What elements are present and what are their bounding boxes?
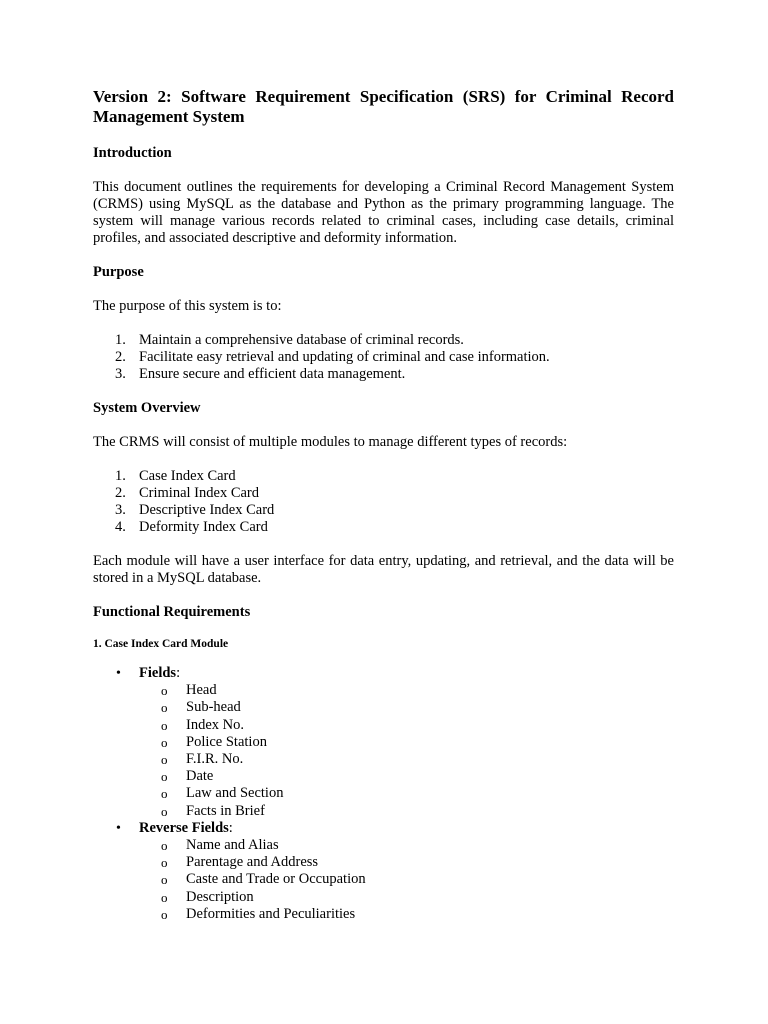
list-number: 2. bbox=[115, 349, 126, 365]
list-item-text: Maintain a comprehensive database of criminal records. bbox=[139, 332, 464, 348]
document-title: Version 2: Software Requirement Specification (SRS) for Criminal Record Management System bbox=[93, 87, 674, 126]
reverse-fields-list bbox=[139, 837, 674, 923]
circle-bullet-icon: o bbox=[161, 889, 168, 905]
purpose-heading: Purpose bbox=[93, 264, 144, 280]
module-list-item bbox=[93, 468, 674, 485]
field-name: Index No. bbox=[186, 716, 244, 733]
field-item bbox=[139, 734, 674, 751]
overview-intro: The CRMS will consist of multiple modules to manage different types of records: bbox=[93, 434, 568, 450]
label-colon: : bbox=[228, 819, 233, 836]
field-name: Head bbox=[186, 682, 217, 699]
field-item bbox=[139, 785, 674, 802]
circle-bullet-icon: o bbox=[161, 734, 168, 750]
reverse-field-item bbox=[139, 889, 674, 906]
circle-bullet-icon: o bbox=[161, 838, 168, 854]
list-number: 1. bbox=[115, 332, 126, 348]
field-item bbox=[139, 768, 674, 785]
reverse-fields-group bbox=[93, 820, 674, 923]
list-number: 3. bbox=[115, 366, 126, 382]
field-name: Parentage and Address bbox=[186, 854, 319, 871]
bullet-icon: • bbox=[116, 666, 121, 681]
list-item-text: Deformity Index Card bbox=[139, 519, 268, 535]
functional-requirements-heading: Functional Requirements bbox=[93, 604, 251, 620]
circle-bullet-icon: o bbox=[161, 769, 168, 785]
fields-label: Fields bbox=[139, 665, 177, 681]
purpose-intro: The purpose of this system is to: bbox=[93, 298, 282, 314]
reverse-field-item bbox=[139, 854, 674, 871]
list-number: 3. bbox=[115, 502, 126, 518]
reverse-field-item bbox=[139, 906, 674, 923]
field-name: F.I.R. No. bbox=[186, 751, 244, 768]
circle-bullet-icon: o bbox=[161, 855, 168, 871]
field-item bbox=[139, 751, 674, 768]
case-index-module-heading: 1. Case Index Card Module bbox=[93, 638, 229, 650]
field-name: Police Station bbox=[186, 733, 267, 750]
bullet-icon: • bbox=[116, 820, 121, 836]
circle-bullet-icon: o bbox=[161, 683, 168, 699]
purpose-list-item bbox=[93, 366, 674, 383]
module-list-item bbox=[93, 502, 674, 519]
introduction-paragraph: This document outlines the requirements for developing a Criminal Record Management System (CRMS) using MySQL as the database and Python as the primary programming language. The system will manage various records related to criminal cases, including case details, criminal profiles, and associated descriptive and deformity information. bbox=[93, 179, 674, 246]
circle-bullet-icon: o bbox=[161, 803, 168, 819]
list-item-text: Descriptive Index Card bbox=[139, 502, 275, 518]
field-name: Name and Alias bbox=[186, 837, 279, 854]
list-item-text: Facilitate easy retrieval and updating of criminal and case information. bbox=[139, 349, 550, 365]
list-number: 4. bbox=[115, 519, 126, 535]
purpose-list bbox=[93, 332, 674, 383]
field-name: Deformities and Peculiarities bbox=[186, 905, 356, 922]
reverse-fields-label: Reverse Fields bbox=[139, 819, 229, 836]
system-overview-heading: System Overview bbox=[93, 400, 201, 416]
overview-closing: Each module will have a user interface for data entry, updating, and retrieval, and the data will be stored in a MySQL database. bbox=[93, 553, 674, 586]
list-item-text: Ensure secure and efficient data management. bbox=[139, 366, 406, 382]
list-item-text: Criminal Index Card bbox=[139, 485, 260, 501]
circle-bullet-icon: o bbox=[161, 752, 168, 768]
circle-bullet-icon: o bbox=[161, 717, 168, 733]
field-item bbox=[139, 682, 674, 699]
field-name: Caste and Trade or Occupation bbox=[186, 871, 366, 888]
module-list-item bbox=[93, 519, 674, 536]
modules-list bbox=[93, 468, 674, 536]
purpose-list-item bbox=[93, 332, 674, 349]
field-name: Date bbox=[186, 768, 214, 785]
circle-bullet-icon: o bbox=[161, 906, 168, 922]
field-item bbox=[139, 717, 674, 734]
field-item bbox=[139, 803, 674, 820]
field-name: Sub-head bbox=[186, 699, 241, 716]
module-list-item bbox=[93, 485, 674, 502]
introduction-heading: Introduction bbox=[93, 145, 172, 161]
fields-list bbox=[139, 682, 674, 820]
list-number: 2. bbox=[115, 485, 126, 501]
case-index-field-groups bbox=[93, 665, 674, 923]
circle-bullet-icon: o bbox=[161, 786, 168, 802]
list-item-text: Case Index Card bbox=[139, 468, 236, 484]
purpose-list-item bbox=[93, 349, 674, 366]
circle-bullet-icon: o bbox=[161, 872, 168, 888]
reverse-field-item bbox=[139, 837, 674, 854]
circle-bullet-icon: o bbox=[161, 700, 168, 716]
field-name: Description bbox=[186, 888, 254, 905]
field-name: Law and Section bbox=[186, 785, 284, 802]
field-name: Facts in Brief bbox=[186, 802, 265, 819]
fields-group bbox=[93, 665, 674, 820]
label-colon: : bbox=[176, 665, 181, 681]
list-number: 1. bbox=[115, 468, 126, 484]
field-item bbox=[139, 699, 674, 716]
reverse-field-item bbox=[139, 871, 674, 888]
